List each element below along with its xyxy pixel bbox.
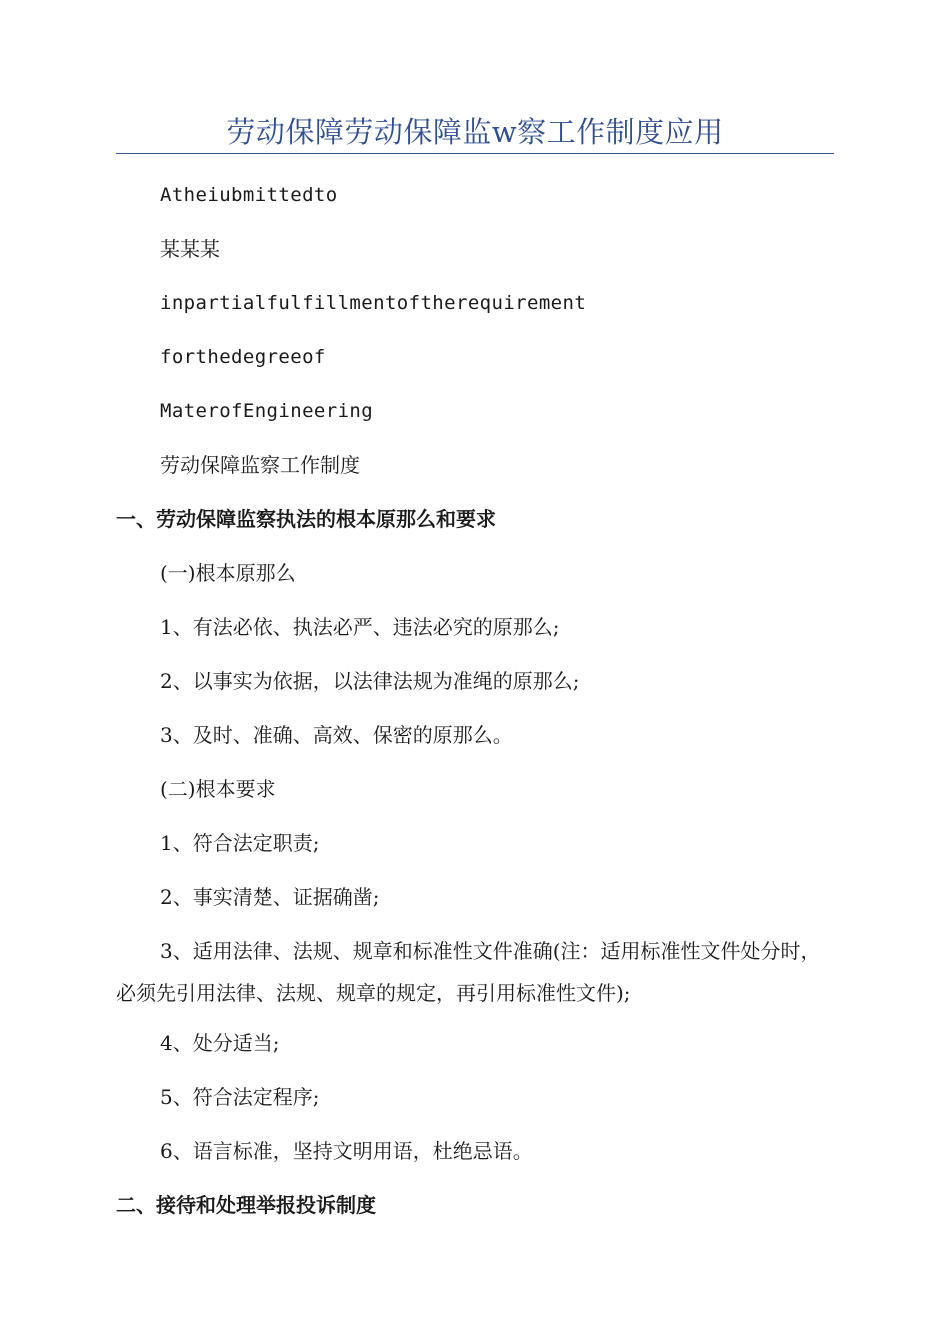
list-item: 4、处分适当; (160, 1031, 280, 1055)
cover-line-subject: 劳动保障监察工作制度 (160, 453, 360, 477)
list-item: 2、事实清楚、证据确凿; (160, 885, 380, 909)
page-title: 劳动保障劳动保障监w察工作制度应用 (226, 115, 724, 149)
cover-line-submitted: Atheiubmittedto (160, 184, 338, 206)
list-item: 6、语言标准，坚持文明用语，杜绝忌语。 (160, 1139, 533, 1163)
cover-line-fulfillment: inpartialfulfillmentoftherequirement (160, 292, 587, 314)
list-item: 3、及时、准确、高效、保密的原那么。 (160, 723, 513, 747)
list-item-paragraph: 3、适用法律、法规、规章和标准性文件准确(注：适用标准性文件处分时，必须先引用法律、法规、规章的规定，再引用标准性文件); (116, 939, 821, 1005)
subsection-title-requirements: (二)根本要求 (160, 777, 276, 801)
list-item: 2、以事实为依据，以法律法规为准绳的原那么; (160, 669, 580, 693)
list-item: 5、符合法定程序; (160, 1085, 320, 1109)
cover-line-degree: forthedegreeof (160, 346, 326, 368)
section-heading-1: 一、劳动保障监察执法的根本原那么和要求 (116, 507, 496, 531)
list-item: 1、有法必依、执法必严、违法必究的原那么; (160, 615, 560, 639)
cover-line-author: 某某某 (160, 237, 220, 261)
list-item: 1、符合法定职责; (160, 831, 320, 855)
title-underline (116, 153, 834, 154)
subsection-title-principles: (一)根本原那么 (160, 561, 296, 585)
section-heading-2: 二、接待和处理举报投诉制度 (116, 1193, 376, 1217)
cover-line-master: MaterofEngineering (160, 400, 374, 422)
